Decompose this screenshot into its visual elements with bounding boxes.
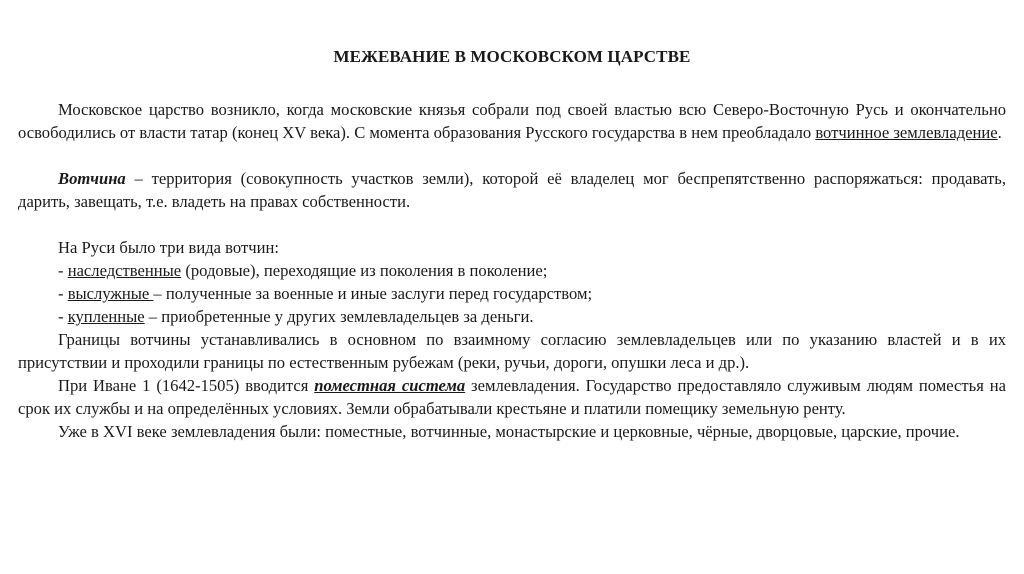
spacer (18, 213, 1006, 236)
list-item-prefix: - (58, 261, 68, 280)
term-sistema: система (401, 376, 466, 395)
term-pomestnaya: поместная (314, 376, 396, 395)
definition-text: – территория (совокупность участков земли), которой её владелец мог беспрепятственно распоряжаться: продавать, дарить, завещать, т.е. владеть на правах собственности. (18, 169, 1006, 211)
list-item (18, 259, 1006, 282)
spacer (18, 144, 1006, 167)
list-item-rest: (родовые), переходящие из поколения в поколение; (181, 261, 548, 280)
list-item-rest: – полученные за военные и иные заслуги перед государством; (153, 284, 593, 303)
paragraph-pomestnaya-after: землевладения. Государство предоставляло служивым людям поместья на срок их службы и на определённых условиях. Земли обрабатывали крестьяне и платили помещику земельную ренту. (18, 376, 1006, 418)
list-item-prefix: - (58, 284, 68, 303)
list-item (18, 282, 1006, 305)
list-item-term: наследственные (67, 261, 182, 280)
list-item (18, 305, 1006, 328)
list-intro: На Руси было три вида вотчин: (58, 238, 279, 257)
paragraph-votchina-definition (18, 167, 1006, 213)
list-item-term: купленные (67, 307, 145, 326)
paragraph-intro-text: Московское царство возникло, когда московские князья собрали под своей властью всю Северо-Восточную Русь и окончательно освободились от власти татар (конец XV века). С момента образования Русского государства в нем преобладало (18, 100, 1006, 142)
paragraph-intro-end: . (997, 123, 1002, 142)
paragraph-xvi-century: Уже в XVI веке землевладения были: поместные, вотчинные, монастырские и церковные, чёрные, дворцовые, царские, прочие. (58, 422, 960, 441)
paragraph-intro (18, 98, 1006, 144)
paragraph-borders: Границы вотчины устанавливались в основном по взаимному согласию землевладельцев или по указанию властей и в их присутствии и проходили границы по естественным рубежам (реки, ручьи, дороги, опушки леса и др.). (18, 330, 1006, 372)
list-item-term: выслужные (67, 284, 154, 303)
term-votchina: Вотчина (58, 169, 126, 188)
document-body (18, 98, 1006, 443)
underlined-term-votchinnoe: вотчинное землевладение (815, 123, 998, 142)
list-item-prefix: - (58, 307, 68, 326)
page-title: МЕЖЕВАНИЕ В МОСКОВСКОМ ЦАРСТВЕ (333, 47, 691, 66)
paragraph-pomestnaya (18, 374, 1006, 420)
list-item-rest: – приобретенные у других землевладельцев за деньги. (144, 307, 534, 326)
paragraph-pomestnaya-before: При Иване 1 (1642-1505) вводится (58, 376, 315, 395)
